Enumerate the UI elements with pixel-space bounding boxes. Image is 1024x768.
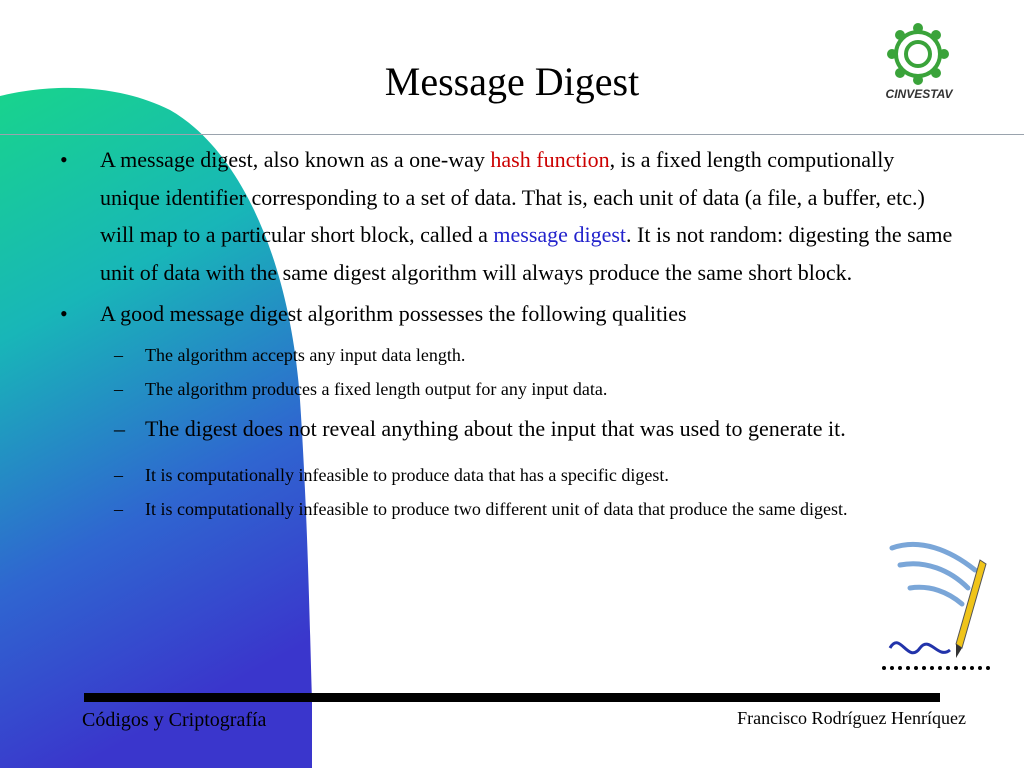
sub-item-3 bbox=[56, 405, 956, 453]
bullet-1-text-c: . It is not random: digesting the same unit of data with the same digest algorithm will always produce the same short block. bbox=[100, 222, 953, 285]
bullet-2-text: A good message digest algorithm possesses the following qualities bbox=[100, 301, 687, 326]
dash-marker: – bbox=[114, 378, 123, 399]
sub-item-2 bbox=[56, 377, 956, 401]
bullet-1-text-a: A message digest, also known as a one-way bbox=[100, 147, 491, 172]
sub-item-1 bbox=[56, 343, 956, 367]
message-digest-term: message digest bbox=[493, 222, 627, 247]
bullet-item-1 bbox=[56, 141, 956, 291]
bullet-1-text-b: , is a fixed length computionally unique identifier corresponding to a set of data. That is, each unit of data (a file, a buffer, etc.) will map to a particular short block, called a bbox=[100, 147, 925, 247]
sub-item-text: The algorithm produces a fixed length output for any input data. bbox=[145, 378, 608, 399]
sub-item-5 bbox=[56, 497, 956, 521]
sub-item-4 bbox=[56, 463, 956, 487]
dash-marker: – bbox=[114, 498, 123, 519]
dash-marker: – bbox=[114, 415, 125, 441]
bullet-item-2 bbox=[56, 295, 956, 333]
bullet-marker: • bbox=[60, 147, 68, 172]
dash-marker: – bbox=[114, 464, 123, 485]
dash-marker: – bbox=[114, 344, 123, 365]
logo-text: CINVESTAV bbox=[885, 87, 953, 101]
title-divider bbox=[0, 134, 1024, 135]
footer-bar bbox=[84, 693, 940, 702]
bullet-marker: • bbox=[60, 301, 68, 326]
sub-item-text: The algorithm accepts any input data length. bbox=[145, 344, 466, 365]
course-name: Códigos y Criptografía bbox=[82, 709, 267, 731]
hash-function-term: hash function bbox=[490, 147, 610, 172]
author-name: Francisco Rodríguez Henríquez bbox=[737, 708, 966, 728]
slide-content bbox=[56, 141, 956, 521]
pen-writing-icon bbox=[880, 530, 1000, 680]
slide-title: Message Digest bbox=[384, 59, 640, 104]
sub-item-text: It is computationally infeasible to produce data that has a specific digest. bbox=[145, 464, 669, 485]
sub-item-text: It is computationally infeasible to produce two different unit of data that produce the same digest. bbox=[145, 498, 848, 519]
sub-item-text: The digest does not reveal anything about the input that was used to generate it. bbox=[145, 415, 846, 441]
